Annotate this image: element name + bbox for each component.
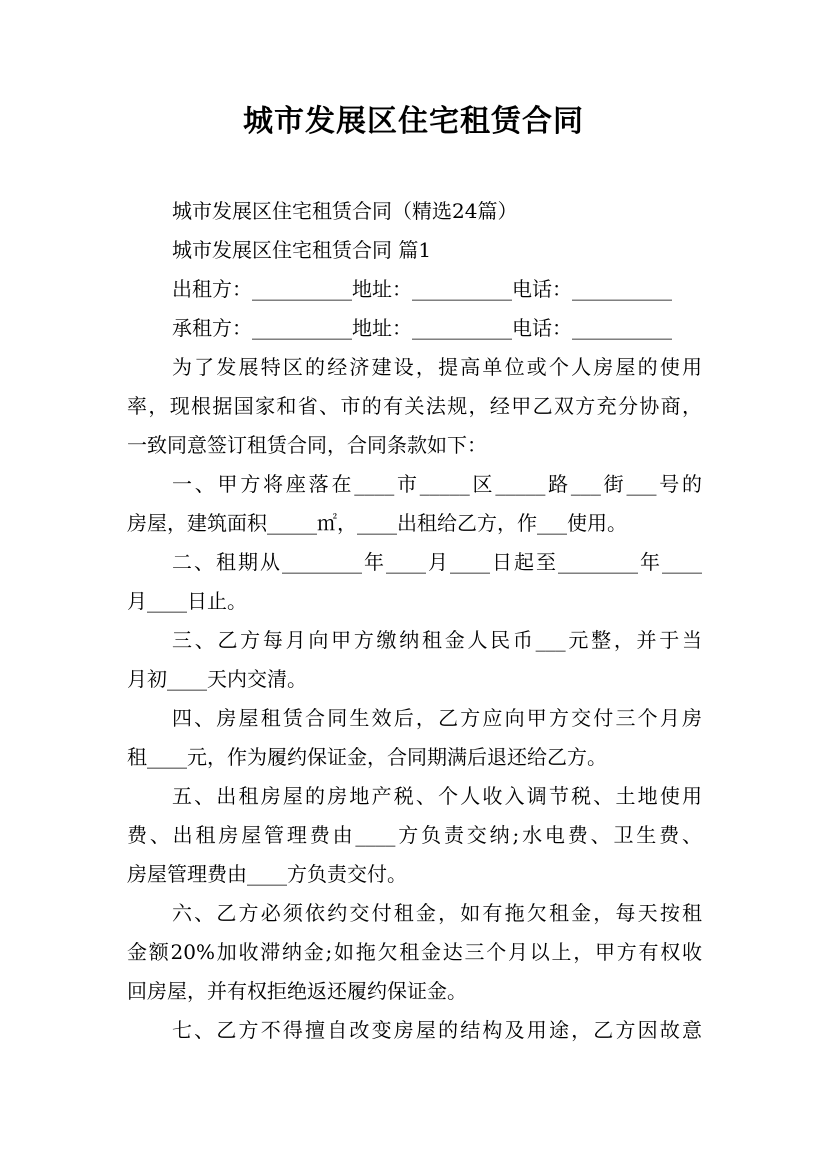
paragraph-line: 三、乙方每月向甲方缴纳租金人民币___元整，并于当: [172, 628, 702, 652]
paragraph-line: 城市发展区住宅租赁合同（精选24篇）: [172, 199, 518, 223]
paragraph-line: 房屋管理费由____方负责交付。: [127, 862, 407, 886]
paragraph-line: 五、出租房屋的房地产税、个人收入调节税、土地使用: [172, 784, 702, 808]
document-title: 城市发展区住宅租赁合同: [243, 104, 584, 139]
paragraph-line: 一致同意签订租赁合同，合同条款如下：: [127, 433, 487, 457]
paragraph-line: 四、房屋租赁合同生效后，乙方应向甲方交付三个月房: [172, 706, 702, 730]
paragraph-line: 城市发展区住宅租赁合同 篇1: [172, 238, 432, 262]
paragraph-line: 租____元，作为履约保证金，合同期满后退还给乙方。: [127, 745, 607, 769]
paragraph-line: 房屋，建筑面积_____㎡，____出租给乙方，作___使用。: [127, 511, 627, 535]
paragraph-line: 六、乙方必须依约交付租金，如有拖欠租金，每天按租: [172, 901, 702, 925]
paragraph-line: 金额20%加收滞纳金;如拖欠租金达三个月以上，甲方有权收: [127, 940, 702, 964]
paragraph-line: 率，现根据国家和省、市的有关法规，经甲乙双方充分协商，: [127, 394, 702, 418]
paragraph-line: 月____日止。: [127, 589, 247, 613]
paragraph-line: 费、出租房屋管理费由____方负责交纳;水电费、卫生费、: [127, 823, 702, 847]
paragraph-line: 出租方：__________地址：__________电话：__________: [172, 277, 672, 301]
paragraph-line: 承租方：__________地址：__________电话：__________: [172, 316, 672, 340]
document-body: [127, 192, 702, 1050]
paragraph-line: 回房屋，并有权拒绝返还履约保证金。: [127, 979, 467, 1003]
paragraph-line: 为了发展特区的经济建设，提高单位或个人房屋的使用: [172, 355, 702, 379]
paragraph-line: 七、乙方不得擅自改变房屋的结构及用途，乙方因故意: [172, 1018, 702, 1042]
paragraph-line: 二、租期从________年____月____日起至________年____: [172, 550, 702, 574]
paragraph-line: 一、甲方将座落在____市_____区_____路___街___号的: [172, 472, 702, 496]
paragraph-line: 月初____天内交清。: [127, 667, 307, 691]
